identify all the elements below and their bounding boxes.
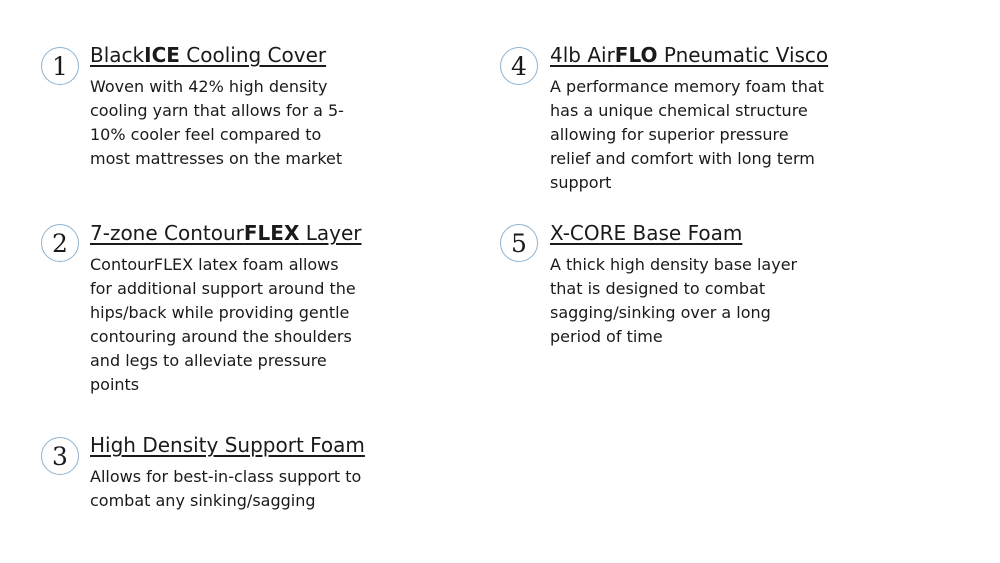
feature-description: ContourFLEX latex foam allows for additional support around the hips/back while providing gentle contouring around the shoulders and legs to alleviate pressure points: [90, 255, 356, 394]
feature-title: BlackICE Cooling Cover: [90, 43, 327, 67]
feature-description: Woven with 42% high density cooling yarn that allows for a 5-10% cooler feel compared to most mattresses on the market: [90, 77, 344, 168]
number-badge: 4: [500, 47, 538, 85]
number-badge: 1: [41, 47, 79, 85]
feature-title: X-CORE Base Foam: [550, 221, 743, 245]
feature-description: A performance memory foam that has a unique chemical structure allowing for superior pressure relief and comfort with long term support: [550, 77, 824, 192]
number-badge: 2: [41, 224, 79, 262]
number-badge: 3: [41, 437, 79, 475]
feature-title: 4lb AirFLO Pneumatic Visco: [550, 43, 829, 67]
feature-description: Allows for best-in-class support to combat any sinking/sagging: [90, 467, 362, 510]
number-badge: 5: [500, 224, 538, 262]
feature-title: 7-zone ContourFLEX Layer: [90, 221, 362, 245]
feature-description: A thick high density base layer that is designed to combat sagging/sinking over a long period of time: [550, 255, 798, 346]
feature-title: High Density Support Foam: [90, 433, 365, 457]
